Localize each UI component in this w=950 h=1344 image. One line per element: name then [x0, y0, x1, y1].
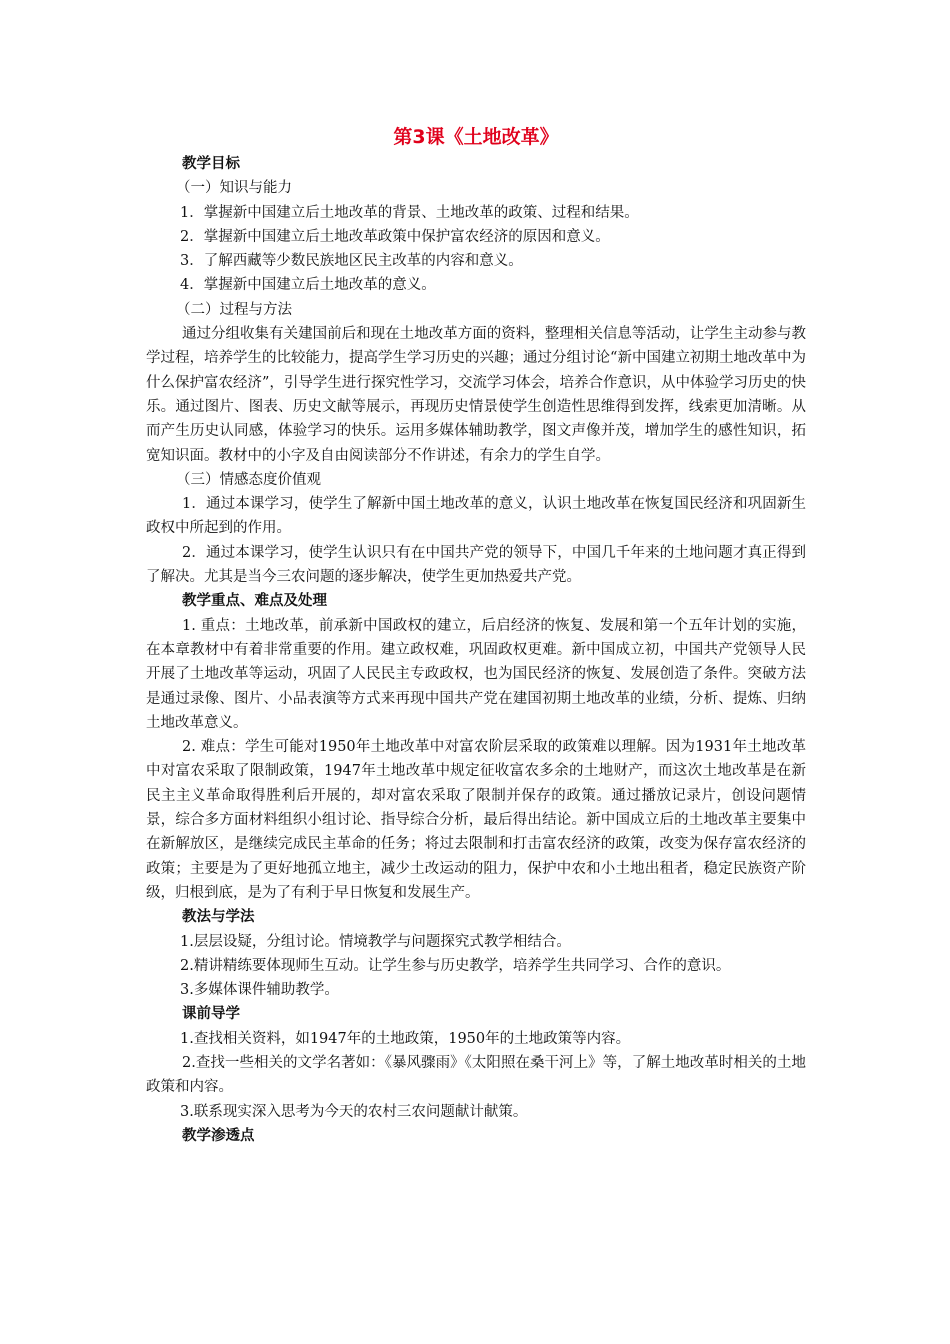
list-item: 2．掌握新中国建立后土地改革政策中保护富农经济的原因和意义。: [180, 228, 610, 245]
subheading-emotion: （三）情感态度价值观: [176, 471, 321, 488]
section-heading-goals: 教学目标: [182, 156, 240, 172]
document-page: [146, 122, 806, 1148]
subheading-knowledge: （一）知识与能力: [176, 180, 292, 197]
paragraph-difficulty: 2. 难点：学生可能对1950年土地改革中对富农阶层采取的政策难以理解。因为1931年土地改革中对富农采取了限制政策，1947年土地改革中规定征收富农多余的土地财产，而这次土地改革是在新民主主义革命取得胜利后开展的，却对富农采取了限制并保存的政策。通过播放记录片，创设问题情景，综合多方面材料组织小组讨论、指导综合分析，最后得出结论。新中国成立后的土地改革主要集中在新解放区，是继续完成民主革命的任务；将过去限制和打击富农经济的政策，改变为保存富农经济的政策；主要是为了更好地孤立地主，减少土改运动的阻力，保护中农和小土地出租者，稳定民族资产阶级，归根到底，是为了有利于早日恢复和发展生产。: [146, 739, 806, 901]
list-item: 2.查找一些相关的文学名著如：《暴风骤雨》《太阳照在桑干河上》等，了解土地改革时相关的土地政策和内容。: [146, 1054, 806, 1096]
list-item: 1.查找相关资料，如1947年的土地政策，1950年的土地政策等内容。: [180, 1030, 631, 1047]
section-heading-keypoints: 教学重点、难点及处理: [182, 593, 327, 610]
list-item: 3.联系现实深入思考为今天的农村三农问题献计献策。: [180, 1103, 528, 1120]
section-heading-infiltration: 教学渗透点: [182, 1127, 255, 1144]
section-heading-methods: 教法与学法: [182, 909, 255, 926]
list-item: 2.精讲精练要体现师生互动。让学生参与历史教学，培养学生共同学习、合作的意识。: [180, 957, 731, 974]
list-item: 3．了解西藏等少数民族地区民主改革的内容和意义。: [180, 253, 523, 270]
list-item: 1．通过本课学习，使学生了解新中国土地改革的意义，认识土地改革在恢复国民经济和巩固新生政权中所起到的作用。: [146, 496, 806, 537]
list-item: 4．掌握新中国建立后土地改革的意义。: [180, 277, 436, 294]
list-item: 2．通过本课学习，使学生认识只有在中国共产党的领导下，中国几千年来的土地问题才真正得到了解决。尤其是当今三农问题的逐步解决，使学生更加热爱共产党。: [146, 544, 806, 586]
page-title: 第3课《土地改革》: [393, 126, 559, 148]
subheading-process: （二）过程与方法: [176, 301, 292, 318]
paragraph-keypoint: 1. 重点：土地改革，前承新中国政权的建立，后启经济的恢复、发展和第一个五年计划的实施，在本章教材中有着非常重要的作用。建立政权难，巩固政权更难。新中国成立初，中国共产党领导人民开展了土地改革等运动，巩固了人民民主专政政权，也为国民经济的恢复、发展创造了条件。突破方法是通过录像、图片、小品表演等方式来再现中国共产党在建国初期土地改革的业绩，分析、提炼、归纳土地改革意义。: [146, 617, 806, 731]
list-item: 1.层层设疑，分组讨论。情境教学与问题探究式教学相结合。: [180, 933, 571, 950]
paragraph-process: 通过分组收集有关建国前后和现在土地改革方面的资料，整理相关信息等活动，让学生主动参与教学过程，培养学生的比较能力，提高学生学习历史的兴趣；通过分组讨论“新中国建立初期土地改革中为什么保护富农经济”，引导学生进行探究性学习，交流学习体会，培养合作意识，从中体验学习历史的快乐。通过图片、图表、历史文献等展示，再现历史情景使学生创造性思维得到发挥，线索更加清晰。从而产生历史认同感，体验学习的快乐。运用多媒体辅助教学，图文声像并茂，增加学生的感性知识，拓宽知识面。教材中的小字及自由阅读部分不作讲述，有余力的学生自学。: [146, 326, 806, 464]
list-item: 3.多媒体课件辅助教学。: [180, 982, 339, 999]
section-heading-preview: 课前导学: [182, 1006, 240, 1023]
list-item: 1．掌握新中国建立后土地改革的背景、土地改革的政策、过程和结果。: [180, 204, 639, 221]
